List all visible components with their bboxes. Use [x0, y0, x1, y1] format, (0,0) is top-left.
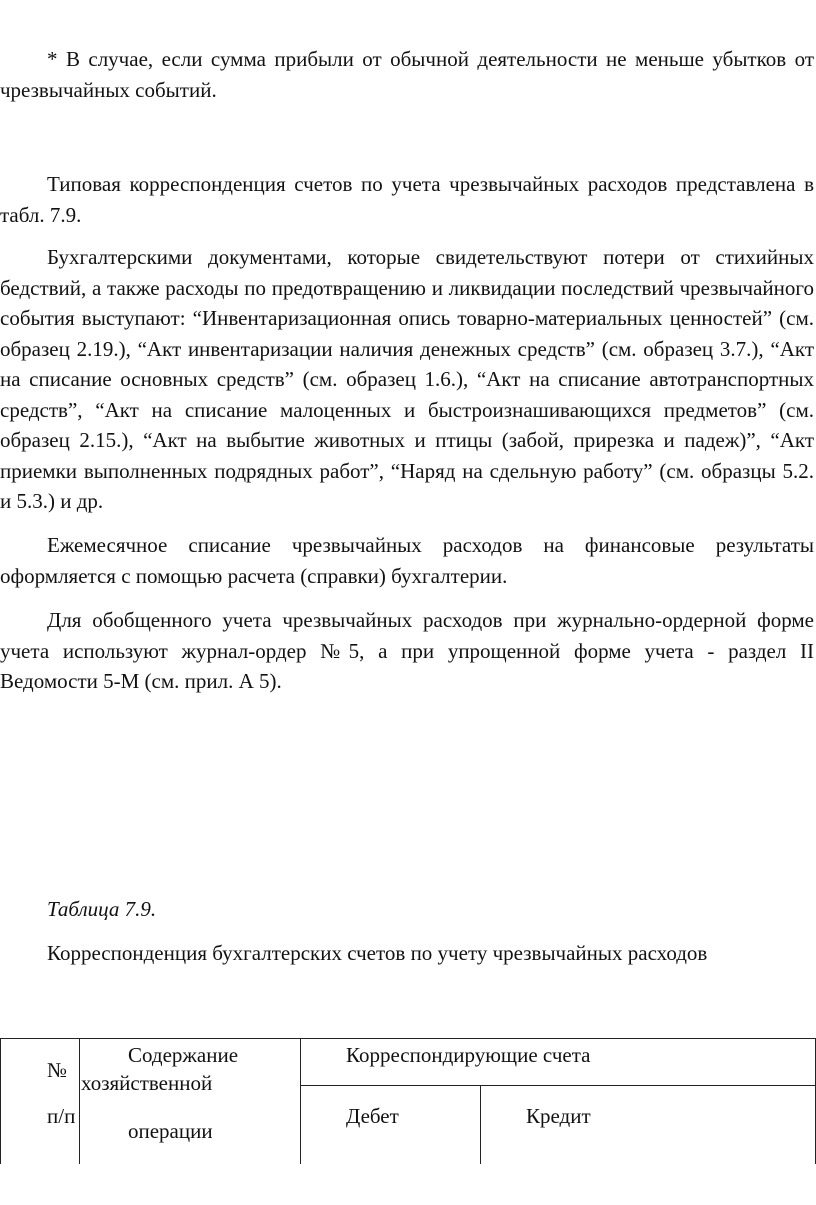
header-num-symbol: №	[47, 1058, 68, 1082]
col-divider-3	[480, 1085, 481, 1164]
header-content-line2: хозяйственной	[81, 1071, 213, 1095]
header-content-line3: операции	[128, 1119, 213, 1143]
table-top-border	[0, 1038, 816, 1039]
header-credit: Кредит	[526, 1104, 591, 1128]
table-title: Корреспонденция бухгалтерских счетов по учету чрезвычайных расходов	[47, 941, 708, 965]
accounts-divider	[300, 1085, 816, 1086]
header-num-label: п/п	[47, 1104, 76, 1128]
accounting-forms-paragraph: Для обобщенного учета чрезвычайных расходов при журнально-ордерной форме учета используют журнал-ордер №5, а при упрощенной форме учета - раздел II Ведомости 5-М (см. прил. А 5).	[0, 608, 814, 693]
table-left-border	[0, 1038, 1, 1164]
header-content-line1: Содержание	[128, 1043, 239, 1067]
monthly-writeoff-paragraph: Ежемесячное списание чрезвычайных расходов на финансовые результаты оформляется с помощью расчета (справки) бухгалтерии.	[0, 533, 814, 588]
intro-paragraph: Типовая корреспонденция счетов по учета чрезвычайных расходов представлена в табл. 7.9.	[0, 172, 814, 227]
table-number: Таблица 7.9.	[47, 897, 157, 921]
col-divider-1	[79, 1038, 80, 1164]
documents-paragraph: Бухгалтерскими документами, которые свидетельствуют потери от стихийных бедствий, а также расходы по предотвращению и ликвидации последствий чрезвычайного события выступают: “Инвентаризационная опись товарно-материальных ценностей” (см. образец 2.19.), “Акт инвентаризации наличия денежных средств” (см. образец 3.7.), “Акт на списание основных средств” (см. образец 1.6.), “Акт на списание автотранспортных средств”, “Акт на списание малоценных и быстроизнашивающихся предметов” (см. образец 2.15.), “Акт на выбытие животных и птицы (забой, прирезка и падеж)”, “Акт приемки выполненных подрядных работ”, “Наряд на сдельную работу” (см. образцы 5.2. и 5.3.) и др.	[0, 245, 814, 513]
header-accounts: Корреспондирующие счета	[346, 1043, 591, 1067]
col-divider-2	[300, 1038, 301, 1164]
header-debit: Дебет	[346, 1104, 399, 1128]
correspondence-table	[0, 1038, 816, 1205]
footnote-paragraph: * В случае, если сумма прибыли от обычной деятельности не меньше убытков от чрезвычайных событий.	[0, 47, 814, 102]
